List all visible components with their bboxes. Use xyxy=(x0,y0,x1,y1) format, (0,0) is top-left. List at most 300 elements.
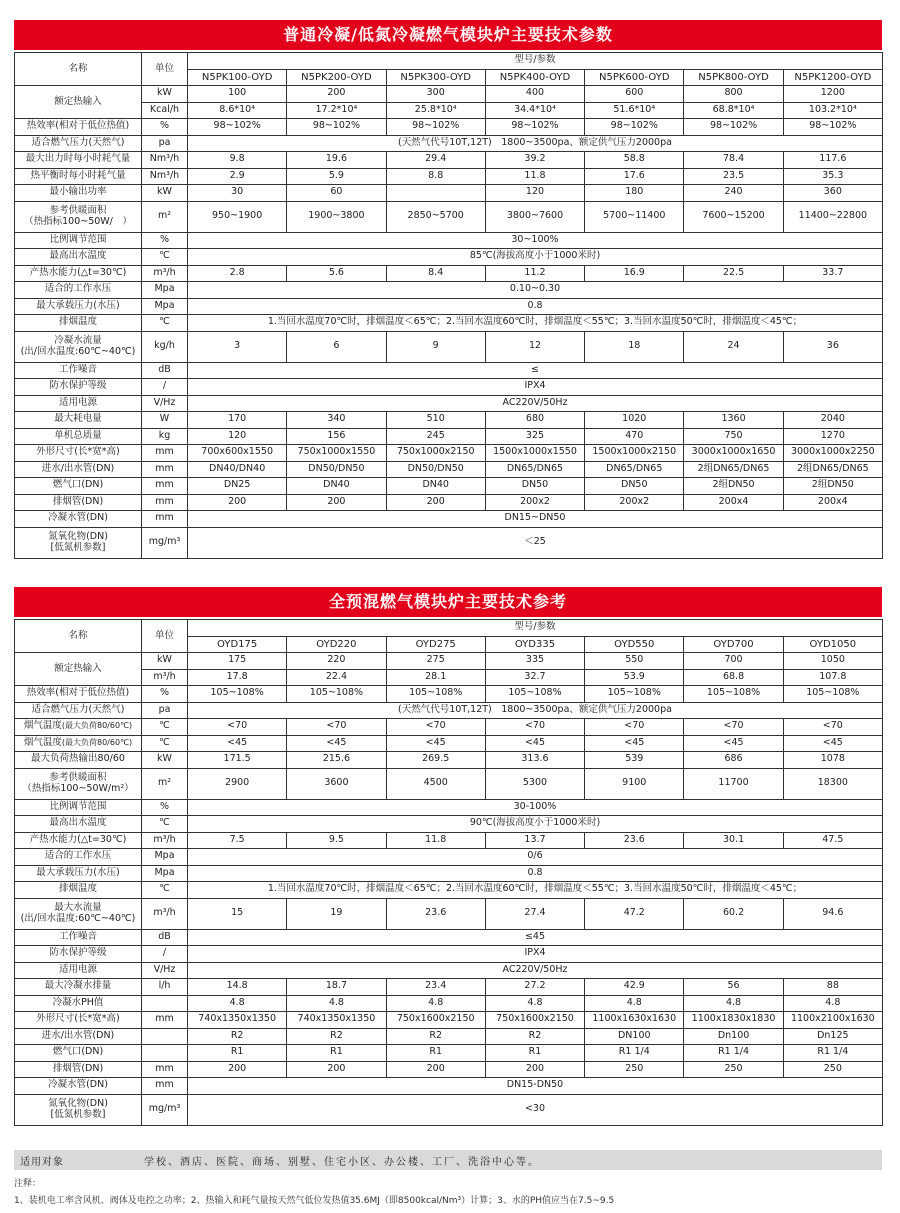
row-name-cell xyxy=(15,1094,142,1125)
unit-cell: mm xyxy=(142,461,188,478)
merged-value-cell: ＜25 xyxy=(188,527,883,558)
row-name-cell xyxy=(15,882,142,899)
unit-cell: mm xyxy=(142,445,188,462)
table-row xyxy=(15,702,883,719)
table-row xyxy=(15,265,883,282)
value-cell: DN50/DN50 xyxy=(287,461,386,478)
value-cell: 98~102% xyxy=(783,119,882,136)
row-name-cell xyxy=(15,201,142,232)
unit-cell: ℃ xyxy=(142,882,188,899)
value-cell: 510 xyxy=(386,412,485,429)
model-header: OYD220 xyxy=(287,636,386,653)
table-row xyxy=(15,1045,883,1062)
model-header: OYD700 xyxy=(684,636,783,653)
value-cell: R1 xyxy=(485,1045,584,1062)
value-cell: 47.5 xyxy=(783,832,882,849)
value-cell: R2 xyxy=(188,1028,287,1045)
unit-cell: m³/h xyxy=(142,898,188,929)
table-row xyxy=(15,282,883,299)
value-cell: 1100x1630x1630 xyxy=(585,1012,684,1029)
row-name: 最大承载压力(水压) xyxy=(36,866,120,878)
value-cell: 3 xyxy=(188,331,287,362)
value-cell: DN50 xyxy=(485,478,584,495)
value-cell: 30 xyxy=(188,185,287,202)
row-name: 热平衡时每小时耗气量 xyxy=(30,169,126,181)
table-row xyxy=(15,832,883,849)
value-cell: 47.2 xyxy=(585,898,684,929)
value-cell: R1 1/4 xyxy=(684,1045,783,1062)
table-row xyxy=(15,478,883,495)
row-name-cell xyxy=(15,995,142,1012)
value-cell: 98~102% xyxy=(386,119,485,136)
row-name-cell xyxy=(15,1012,142,1029)
value-cell: 750 xyxy=(684,428,783,445)
unit-cell: ℃ xyxy=(142,315,188,332)
value-cell: 94.6 xyxy=(783,898,882,929)
value-cell: 14.8 xyxy=(188,979,287,996)
row-name: 最大出力时每小时耗气量 xyxy=(25,153,131,165)
value-cell: 18.7 xyxy=(287,979,386,996)
row-name: 最大水流量 xyxy=(54,901,102,913)
value-cell: 180 xyxy=(585,185,684,202)
value-cell: <70 xyxy=(386,719,485,736)
unit-cell: Mpa xyxy=(142,298,188,315)
row-name-cell xyxy=(15,979,142,996)
table-row xyxy=(15,494,883,511)
value-cell: 105~108% xyxy=(188,686,287,703)
value-cell: 25.8*10⁴ xyxy=(386,102,485,119)
value-cell: 7.5 xyxy=(188,832,287,849)
value-cell: 68.8 xyxy=(684,669,783,686)
unit-cell: m³/h xyxy=(142,669,188,686)
header-group: 型号/参数 xyxy=(188,53,883,70)
value-cell: 550 xyxy=(585,653,684,670)
value-cell: 103.2*10⁴ xyxy=(783,102,882,119)
merged-value-cell: (天然气代号10T,12T) 1800~3500pa、额定供气压力2000pa xyxy=(188,702,883,719)
row-name-cell xyxy=(15,362,142,379)
row-name-cell xyxy=(15,527,142,558)
value-cell: 107.8 xyxy=(783,669,882,686)
value-cell: R1 xyxy=(386,1045,485,1062)
row-name-cell xyxy=(15,298,142,315)
merged-value-cell: 0/6 xyxy=(188,849,883,866)
value-cell: 686 xyxy=(684,752,783,769)
merged-value-cell: <30 xyxy=(188,1094,883,1125)
table-row xyxy=(15,461,883,478)
applicable-value: 学校、酒店、医院、商场、别墅、住宅小区、办公楼、工厂、洗浴中心等。 xyxy=(144,1156,540,1168)
value-cell: 1500x1000x1550 xyxy=(485,445,584,462)
merged-value-cell: 1.当回水温度70℃时，排烟温度＜65℃；2.当回水温度60℃时，排烟温度＜55℃；3.当回水温度50℃时，排烟温度＜45℃； xyxy=(188,882,883,899)
row-name-cell xyxy=(15,865,142,882)
value-cell: 33.7 xyxy=(783,265,882,282)
value-cell: 105~108% xyxy=(485,686,584,703)
row-name-cell xyxy=(15,946,142,963)
value-cell: DN25 xyxy=(188,478,287,495)
row-name-cell xyxy=(15,445,142,462)
value-cell: 250 xyxy=(585,1061,684,1078)
value-cell: R1 1/4 xyxy=(585,1045,684,1062)
value-cell: 750x1000x2150 xyxy=(386,445,485,462)
value-cell: 56 xyxy=(684,979,783,996)
header-unit: 单位 xyxy=(142,620,188,653)
unit-cell: V/Hz xyxy=(142,962,188,979)
value-cell: 5700~11400 xyxy=(585,201,684,232)
unit-cell: mg/m³ xyxy=(142,1094,188,1125)
row-name-cell xyxy=(15,232,142,249)
unit-cell: % xyxy=(142,686,188,703)
value-cell: 60 xyxy=(287,185,386,202)
table-row xyxy=(15,362,883,379)
row-name-sub: （热指标100~50W/m²） xyxy=(22,782,134,794)
value-cell: <70 xyxy=(585,719,684,736)
row-name: 工作噪音 xyxy=(58,363,97,375)
value-cell: 4.8 xyxy=(386,995,485,1012)
value-cell: 19.6 xyxy=(287,152,386,169)
row-name: 比例调节范围 xyxy=(49,233,107,245)
unit-cell: / xyxy=(142,379,188,396)
value-cell: <45 xyxy=(287,735,386,752)
table-row xyxy=(15,412,883,429)
value-cell: 740x1350x1350 xyxy=(188,1012,287,1029)
value-cell xyxy=(386,185,485,202)
value-cell: 24 xyxy=(684,331,783,362)
value-cell: R1 1/4 xyxy=(783,1045,882,1062)
table-row xyxy=(15,719,883,736)
row-name-cell xyxy=(15,461,142,478)
row-name-cell xyxy=(15,752,142,769)
value-cell: 171.5 xyxy=(188,752,287,769)
value-cell: 18300 xyxy=(783,768,882,799)
value-cell: Dn100 xyxy=(684,1028,783,1045)
header-group: 型号/参数 xyxy=(188,620,883,637)
section2-title: 全预混燃气模块炉主要技术参考 xyxy=(14,587,882,617)
unit-cell: ℃ xyxy=(142,249,188,266)
section1-title: 普通冷凝/低氮冷凝燃气模块炉主要技术参数 xyxy=(14,20,882,50)
value-cell: <70 xyxy=(485,719,584,736)
row-name-cell xyxy=(15,412,142,429)
row-name-sub: （热指标100~50W/ ） xyxy=(24,215,132,227)
value-cell: 200 xyxy=(287,494,386,511)
value-cell: 3800~7600 xyxy=(485,201,584,232)
row-name-cell xyxy=(15,379,142,396)
value-cell: 269.5 xyxy=(386,752,485,769)
model-header: N5PK100-OYD xyxy=(188,69,287,86)
value-cell: 200 xyxy=(188,1061,287,1078)
merged-value-cell: 0.8 xyxy=(188,865,883,882)
value-cell: DN40 xyxy=(287,478,386,495)
row-name-cell xyxy=(15,735,142,752)
value-cell: 240 xyxy=(684,185,783,202)
table-row xyxy=(15,168,883,185)
table-row xyxy=(15,816,883,833)
value-cell: <45 xyxy=(485,735,584,752)
value-cell: 200 xyxy=(287,86,386,103)
row-name: 最高出水温度 xyxy=(49,250,107,262)
merged-value-cell: ≤ xyxy=(188,362,883,379)
row-name-cell xyxy=(15,1045,142,1062)
value-cell: 1200 xyxy=(783,86,882,103)
row-name-note: (最大负荷80/60℃) xyxy=(61,721,133,731)
value-cell: 156 xyxy=(287,428,386,445)
unit-cell: mm xyxy=(142,494,188,511)
table-row xyxy=(15,445,883,462)
value-cell: 7600~15200 xyxy=(684,201,783,232)
row-name: 燃气口(DN) xyxy=(52,479,104,491)
value-cell: 58.8 xyxy=(585,152,684,169)
unit-cell: ℃ xyxy=(142,735,188,752)
value-cell: 5.6 xyxy=(287,265,386,282)
value-cell: 30.1 xyxy=(684,832,783,849)
row-name: 参考供暖面积 xyxy=(49,204,107,216)
value-cell: 200x2 xyxy=(485,494,584,511)
header-unit: 单位 xyxy=(142,53,188,86)
notes-text: 1、装机电工率含风机、阀体及电控之功率；2、热输入和耗气量按天然气低位发热值35.6MJ（即8500kcal/Nm³）计算；3、水的PH值应当在7.5~9.5 xyxy=(14,1196,615,1206)
value-cell: DN40 xyxy=(386,478,485,495)
value-cell: 28.1 xyxy=(386,669,485,686)
value-cell: 1900~3800 xyxy=(287,201,386,232)
row-name-cell xyxy=(15,86,142,119)
value-cell: 700x600x1550 xyxy=(188,445,287,462)
value-cell: 2组DN50 xyxy=(783,478,882,495)
value-cell: 200 xyxy=(287,1061,386,1078)
table-row xyxy=(15,882,883,899)
table-row xyxy=(15,752,883,769)
row-name-cell xyxy=(15,315,142,332)
model-header: N5PK600-OYD xyxy=(585,69,684,86)
value-cell: 60.2 xyxy=(684,898,783,929)
unit-cell: m² xyxy=(142,201,188,232)
value-cell: R2 xyxy=(485,1028,584,1045)
value-cell: 275 xyxy=(386,653,485,670)
row-name: 排烟管(DN) xyxy=(52,495,104,507)
value-cell: 4.8 xyxy=(188,995,287,1012)
value-cell: 105~108% xyxy=(783,686,882,703)
value-cell: 300 xyxy=(386,86,485,103)
row-name: 最大耗电量 xyxy=(54,413,102,425)
table-row xyxy=(15,86,883,103)
value-cell: 9100 xyxy=(585,768,684,799)
value-cell: 313.6 xyxy=(485,752,584,769)
value-cell: 51.6*10⁴ xyxy=(585,102,684,119)
value-cell: 32.7 xyxy=(485,669,584,686)
row-name-cell xyxy=(15,511,142,528)
header-row xyxy=(15,620,883,637)
unit-cell xyxy=(142,995,188,1012)
value-cell: 17.2*10⁴ xyxy=(287,102,386,119)
value-cell: 1020 xyxy=(585,412,684,429)
value-cell: 1078 xyxy=(783,752,882,769)
row-name-cell xyxy=(15,1061,142,1078)
row-name-sub: [低氮机参数] xyxy=(50,1108,106,1120)
model-header: OYD175 xyxy=(188,636,287,653)
table-row xyxy=(15,331,883,362)
table-row xyxy=(15,962,883,979)
value-cell: 680 xyxy=(485,412,584,429)
row-name-cell xyxy=(15,395,142,412)
model-header: OYD275 xyxy=(386,636,485,653)
value-cell: 17.8 xyxy=(188,669,287,686)
value-cell: DN65/DN65 xyxy=(585,461,684,478)
table-row xyxy=(15,511,883,528)
unit-cell: / xyxy=(142,946,188,963)
row-name-cell xyxy=(15,898,142,929)
row-name-cell xyxy=(15,929,142,946)
value-cell: 23.5 xyxy=(684,168,783,185)
value-cell: 9.5 xyxy=(287,832,386,849)
row-name: 防水保护等级 xyxy=(49,947,107,959)
value-cell: 53.9 xyxy=(585,669,684,686)
row-name: 排烟温度 xyxy=(58,316,97,328)
model-header: OYD335 xyxy=(485,636,584,653)
value-cell: 120 xyxy=(485,185,584,202)
value-cell: 29.4 xyxy=(386,152,485,169)
row-name: 最大负荷热输出80/60 xyxy=(31,753,125,765)
section1-spec-table xyxy=(14,52,883,559)
value-cell: 19 xyxy=(287,898,386,929)
row-name-cell xyxy=(15,494,142,511)
header-name: 名称 xyxy=(15,53,142,86)
value-cell: 750x1600x2150 xyxy=(386,1012,485,1029)
row-name-cell xyxy=(15,168,142,185)
merged-value-cell: 30~100% xyxy=(188,232,883,249)
unit-cell: pa xyxy=(142,702,188,719)
unit-cell: m³/h xyxy=(142,832,188,849)
row-name-cell xyxy=(15,331,142,362)
value-cell: 15 xyxy=(188,898,287,929)
row-name: 进水/出水管(DN) xyxy=(41,1029,115,1041)
value-cell: R1 xyxy=(287,1045,386,1062)
value-cell: 200x4 xyxy=(783,494,882,511)
value-cell: <45 xyxy=(585,735,684,752)
value-cell: 1100x2100x1630 xyxy=(783,1012,882,1029)
value-cell: 1360 xyxy=(684,412,783,429)
unit-cell: ℃ xyxy=(142,719,188,736)
table-row xyxy=(15,979,883,996)
value-cell: <45 xyxy=(386,735,485,752)
value-cell: 5300 xyxy=(485,768,584,799)
table-row xyxy=(15,865,883,882)
row-name-cell xyxy=(15,119,142,136)
row-name-cell xyxy=(15,1028,142,1045)
merged-value-cell: IPX4 xyxy=(188,946,883,963)
table-row xyxy=(15,395,883,412)
value-cell: 200x2 xyxy=(585,494,684,511)
value-cell: R1 xyxy=(188,1045,287,1062)
value-cell: 175 xyxy=(188,653,287,670)
notes-title: 注释： xyxy=(14,1179,42,1189)
row-name: 热效率(相对于低位热值) xyxy=(26,120,130,132)
value-cell: 250 xyxy=(684,1061,783,1078)
table-row xyxy=(15,898,883,929)
unit-cell: % xyxy=(142,232,188,249)
value-cell: 27.4 xyxy=(485,898,584,929)
value-cell: 3000x1000x1650 xyxy=(684,445,783,462)
unit-cell: kW xyxy=(142,86,188,103)
merged-value-cell: AC220V/50Hz xyxy=(188,962,883,979)
unit-cell: Kcal/h xyxy=(142,102,188,119)
unit-cell: pa xyxy=(142,135,188,152)
row-name-sub: (出/回水温度:60℃~40℃) xyxy=(20,912,136,924)
merged-value-cell: 90℃(海拔高度小于1000米时) xyxy=(188,816,883,833)
value-cell: 117.6 xyxy=(783,152,882,169)
value-cell: 78.4 xyxy=(684,152,783,169)
row-name-cell xyxy=(15,185,142,202)
value-cell: 8.6*10⁴ xyxy=(188,102,287,119)
model-header: N5PK400-OYD xyxy=(485,69,584,86)
table-row xyxy=(15,929,883,946)
unit-cell: m² xyxy=(142,768,188,799)
row-name-cell xyxy=(15,832,142,849)
value-cell: 400 xyxy=(485,86,584,103)
unit-cell: Nm³/h xyxy=(142,168,188,185)
value-cell: <45 xyxy=(783,735,882,752)
row-name: 冷凝水管(DN) xyxy=(48,1079,108,1091)
row-name: 热效率(相对于低位热值) xyxy=(26,687,130,699)
unit-cell xyxy=(142,1028,188,1045)
row-name: 最大承载压力(水压) xyxy=(36,299,120,311)
table-row xyxy=(15,379,883,396)
unit-cell: dB xyxy=(142,362,188,379)
value-cell: <70 xyxy=(684,719,783,736)
unit-cell: Mpa xyxy=(142,849,188,866)
table-row xyxy=(15,1094,883,1125)
row-name: 燃气口(DN) xyxy=(52,1046,104,1058)
value-cell: 2900 xyxy=(188,768,287,799)
row-name-sub: (出/回水温度:60℃~40℃) xyxy=(20,345,136,357)
value-cell: 700 xyxy=(684,653,783,670)
value-cell: 470 xyxy=(585,428,684,445)
unit-cell: kg/h xyxy=(142,331,188,362)
row-name-cell xyxy=(15,962,142,979)
merged-value-cell: 1.当回水温度70℃时，排烟温度＜65℃；2.当回水温度60℃时，排烟温度＜55℃；3.当回水温度50℃时，排烟温度＜45℃； xyxy=(188,315,883,332)
value-cell: 17.6 xyxy=(585,168,684,185)
row-name-cell xyxy=(15,428,142,445)
value-cell: 215.6 xyxy=(287,752,386,769)
table-row xyxy=(15,249,883,266)
value-cell: 200 xyxy=(386,494,485,511)
row-name: 适用电源 xyxy=(58,963,97,975)
table-row xyxy=(15,201,883,232)
row-name-cell xyxy=(15,799,142,816)
table-row xyxy=(15,995,883,1012)
row-name: 产热水能力(△t=30℃) xyxy=(29,833,127,845)
section2-spec-table xyxy=(14,619,883,1126)
unit-cell: W xyxy=(142,412,188,429)
value-cell: 800 xyxy=(684,86,783,103)
value-cell: 68.8*10⁴ xyxy=(684,102,783,119)
value-cell: 3600 xyxy=(287,768,386,799)
value-cell: 22.5 xyxy=(684,265,783,282)
unit-cell: kg xyxy=(142,428,188,445)
table-row xyxy=(15,669,883,686)
value-cell: 23.6 xyxy=(386,898,485,929)
merged-value-cell: AC220V/50Hz xyxy=(188,395,883,412)
value-cell: 23.4 xyxy=(386,979,485,996)
value-cell: 2组DN65/DN65 xyxy=(783,461,882,478)
value-cell: 11700 xyxy=(684,768,783,799)
unit-cell xyxy=(142,1045,188,1062)
row-name-cell xyxy=(15,719,142,736)
row-name-cell xyxy=(15,702,142,719)
value-cell: 8.4 xyxy=(386,265,485,282)
value-cell: 105~108% xyxy=(386,686,485,703)
value-cell: R2 xyxy=(287,1028,386,1045)
value-cell: 105~108% xyxy=(287,686,386,703)
value-cell: 220 xyxy=(287,653,386,670)
value-cell: 200x4 xyxy=(684,494,783,511)
value-cell: 6 xyxy=(287,331,386,362)
value-cell: 2040 xyxy=(783,412,882,429)
